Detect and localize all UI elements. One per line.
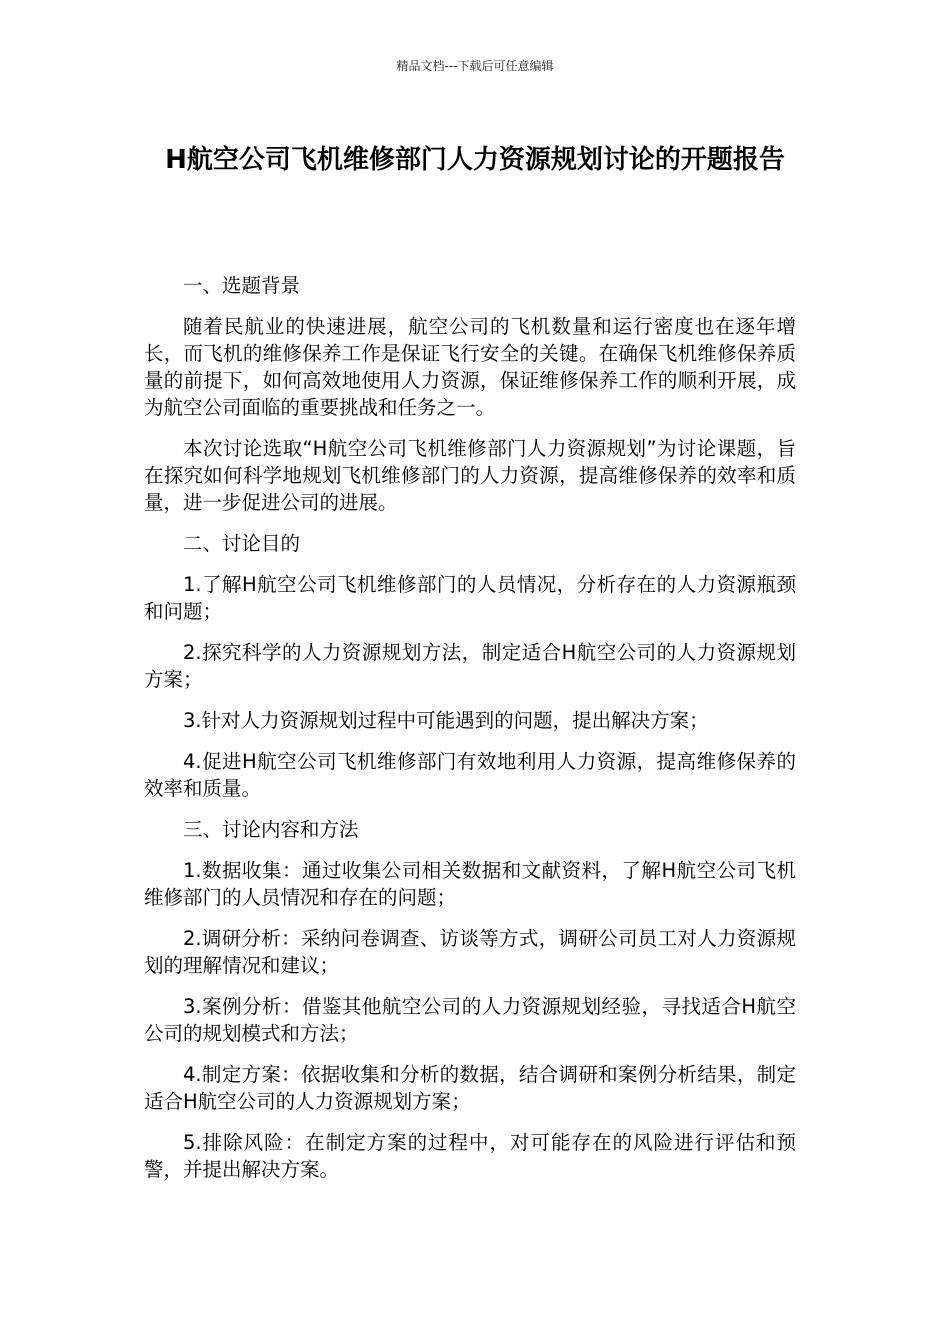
- list-item: 1.数据收集：通过收集公司相关数据和文献资料，了解H航空公司飞机维修部门的人员情况和存在的问题；: [144, 859, 796, 909]
- list-item: 3.针对人力资源规划过程中可能遇到的问题，提出解决方案；: [183, 709, 709, 732]
- list-item: 2.调研分析：采纳问卷调查、访谈等方式，调研公司员工对人力资源规划的理解情况和建议；: [144, 927, 796, 977]
- list-item: 1.了解H航空公司飞机维修部门的人员情况，分析存在的人力资源瓶颈和问题；: [144, 573, 796, 623]
- header-note: 精品文档---下载后可任意编辑: [396, 59, 554, 73]
- list-item: 4.促进H航空公司飞机维修部门有效地利用人力资源，提高维修保养的效率和质量。: [144, 750, 796, 800]
- list-item: 4.制定方案：依据收集和分析的数据，结合调研和案例分析结果，制定适合H航空公司的人力资源规划方案；: [144, 1063, 796, 1113]
- list-item: 2.探究科学的人力资源规划方法，制定适合H航空公司的人力资源规划方案；: [144, 641, 796, 691]
- section-heading-background: 一、选题背景: [183, 274, 301, 297]
- paragraph: 随着民航业的快速进展，航空公司的飞机数量和运行密度也在逐年增长，而飞机的维修保养工作是保证飞行安全的关键。在确保飞机维修保养质量的前提下，如何高效地使用人力资源，保证维修保养工作的顺利开展，成为航空公司面临的重要挑战和任务之一。: [144, 315, 796, 419]
- paragraph: 本次讨论选取“H航空公司飞机维修部门人力资源规划”为讨论课题，旨在探究如何科学地规划飞机维修部门的人力资源，提高维修保养的效率和质量，进一步促进公司的进展。: [144, 437, 796, 514]
- list-item: 3.案例分析：借鉴其他航空公司的人力资源规划经验，寻找适合H航空公司的规划模式和方法；: [144, 995, 796, 1045]
- document-body: [144, 272, 796, 1197]
- section-heading-purpose: 二、讨论目的: [183, 532, 301, 555]
- section-heading-content-methods: 三、讨论内容和方法: [183, 818, 359, 841]
- list-item: 5.排除风险：在制定方案的过程中，对可能存在的风险进行评估和预警，并提出解决方案。: [144, 1131, 796, 1181]
- document-title: H航空公司飞机维修部门人力资源规划讨论的开题报告: [165, 145, 785, 175]
